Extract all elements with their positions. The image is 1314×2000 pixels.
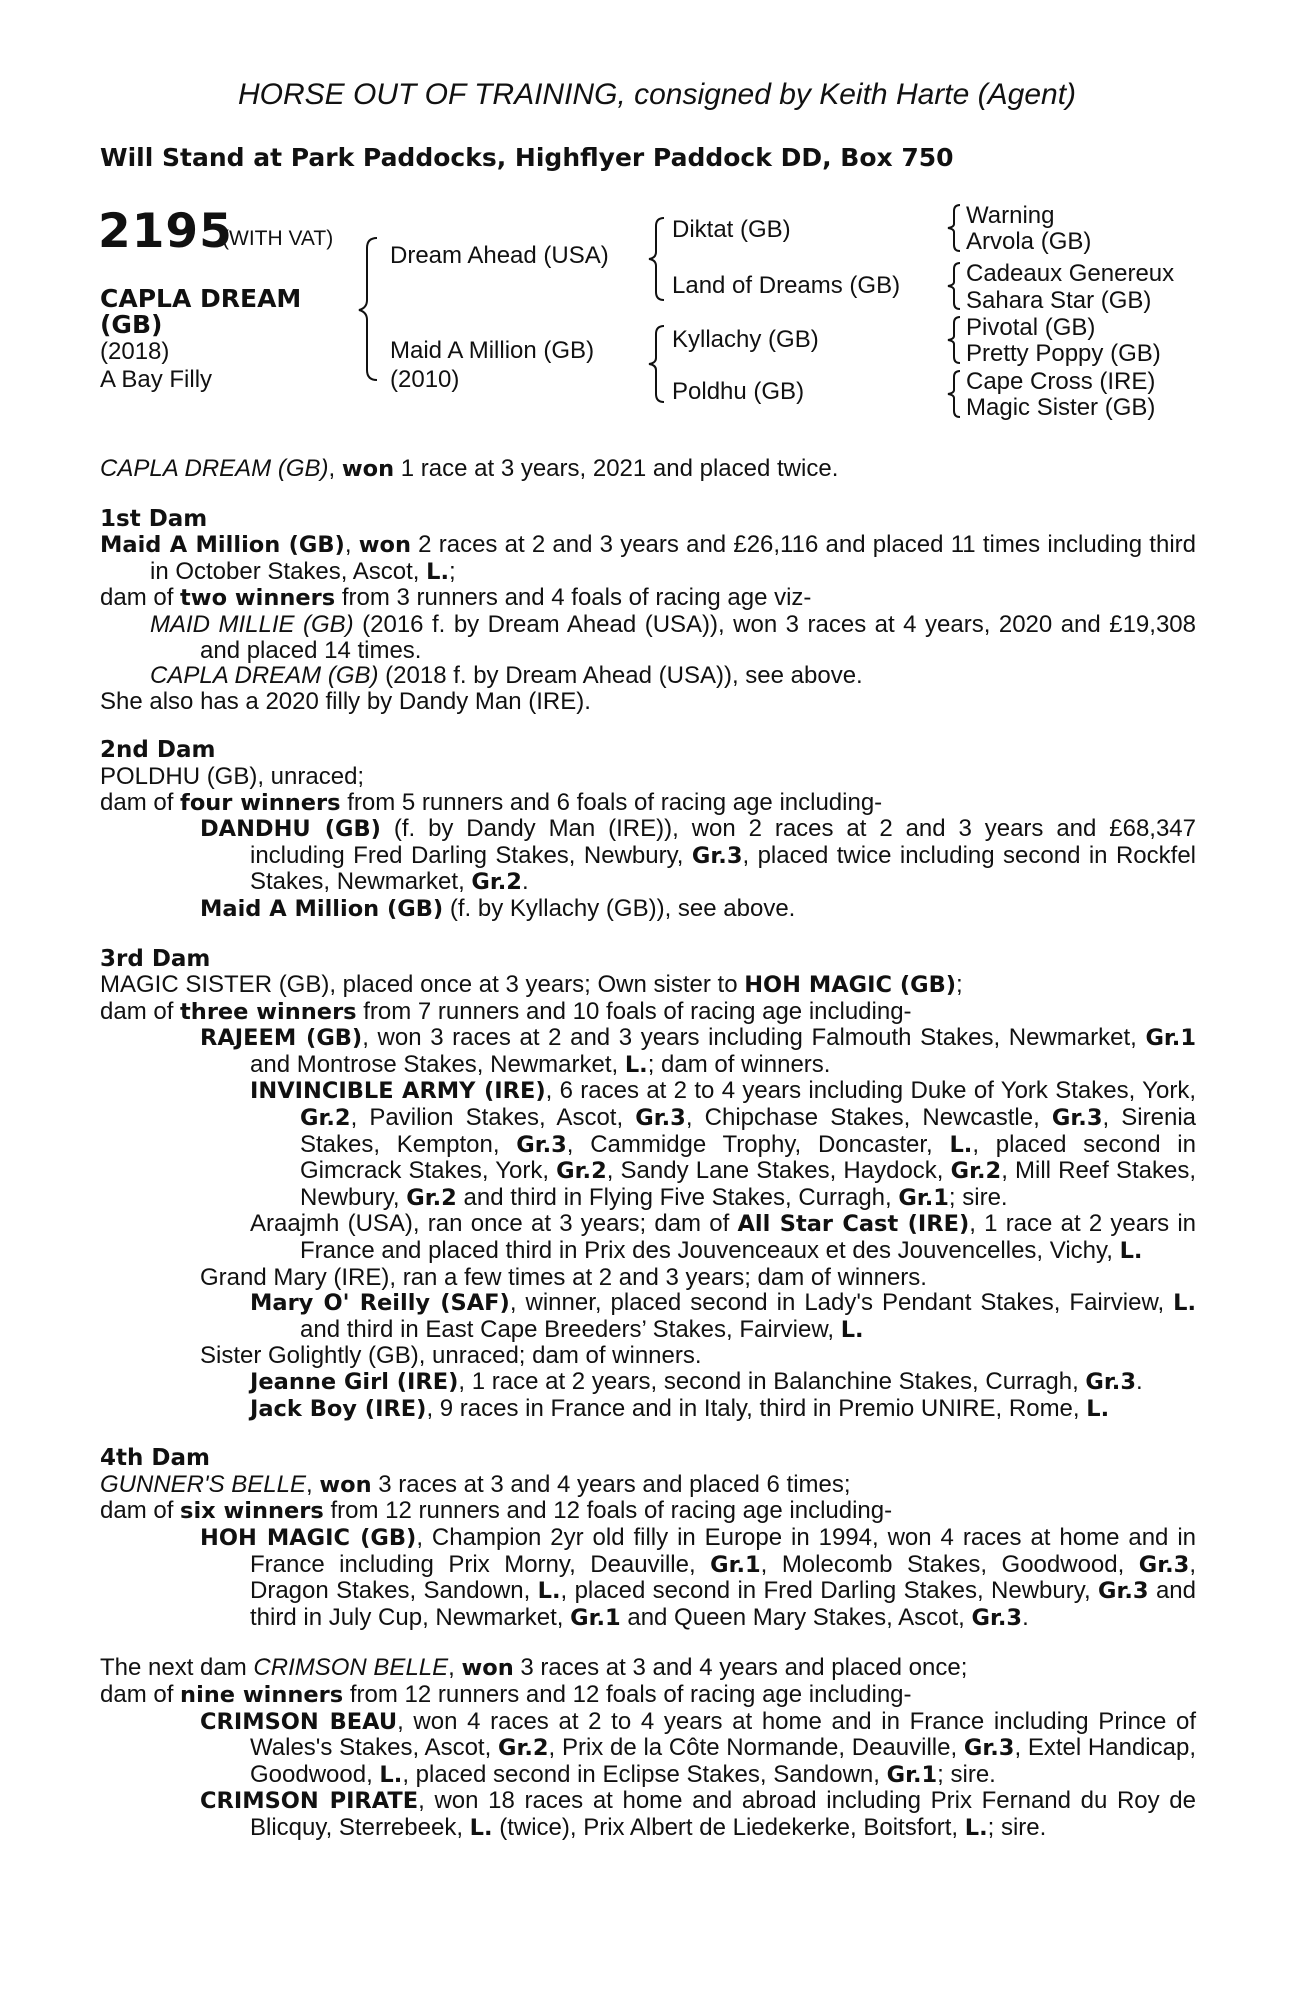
pedigree-ggp-4: Sahara Star (GB)	[966, 287, 1152, 314]
pedigree-brace-dam	[646, 322, 670, 406]
third-dam-foal-1: RAJEEM (GB), won 3 races at 2 and 3 years including Falmouth Stakes, Newmarket, Gr.1 and Montrose Stakes, Newmarket, L.; dam of winners.	[200, 1024, 1197, 1078]
pedigree-dam: Maid A Million (GB)	[390, 337, 595, 364]
second-dam-foal-1: DANDHU (GB) (f. by Dandy Man (IRE)), won 2 races at 2 and 3 years and £68,347 including Fred Darling Stakes, Newbury, Gr.3, placed twice including second in Rockfel Stakes, Newmarket, Gr.2.	[200, 815, 1197, 896]
first-dam-note: She also has a 2020 filly by Dandy Man (IRE).	[100, 687, 591, 715]
horse-name-line1: CAPLA DREAM	[100, 284, 302, 313]
first-dam-produce: dam of two winners from 3 runners and 4 foals of racing age viz-	[100, 584, 812, 612]
pedigree-brace-ggp2	[945, 260, 965, 312]
first-dam-foal-2: CAPLA DREAM (GB) (2018 f. by Dream Ahead (USA)), see above.	[150, 662, 863, 690]
vat-note: (WITH VAT)	[222, 227, 334, 250]
third-dam-produce: dam of three winners from 7 runners and 10 foals of racing age including-	[100, 997, 912, 1025]
third-dam-grandfoal-5: Jack Boy (IRE), 9 races in France and in Italy, third in Premio UNIRE, Rome, L.	[250, 1394, 1110, 1422]
pedigree-dam-year: (2010)	[390, 366, 460, 393]
pedigree-brace-ggp3	[945, 314, 965, 366]
fourth-dam-produce: dam of six winners from 12 runners and 12 foals of racing age including-	[100, 1497, 893, 1525]
pedigree-sire-dam: Land of Dreams (GB)	[672, 272, 901, 299]
pedigree-brace-sire	[646, 214, 670, 304]
pedigree-brace-ggp4	[945, 368, 965, 420]
third-dam-foal-3: Sister Golightly (GB), unraced; dam of winners.	[200, 1342, 702, 1370]
pedigree-brace-main	[355, 234, 385, 384]
horse-name-line2: (GB)	[100, 310, 163, 339]
pedigree-sire-sire: Diktat (GB)	[672, 216, 791, 243]
pedigree-brace-ggp1	[945, 202, 965, 254]
next-dam-produce: dam of nine winners from 12 runners and 12 foals of racing age including-	[100, 1680, 912, 1708]
second-dam-produce: dam of four winners from 5 runners and 6 foals of racing age including-	[100, 788, 883, 816]
race-summary: CAPLA DREAM (GB), won 1 race at 3 years, 2021 and placed twice.	[100, 455, 839, 482]
third-dam-foal-2: Grand Mary (IRE), ran a few times at 2 and 3 years; dam of winners.	[200, 1263, 927, 1291]
pedigree-ggp-6: Pretty Poppy (GB)	[966, 340, 1161, 367]
third-dam-grandfoal-2: Araajmh (USA), ran once at 3 years; dam of All Star Cast (IRE), 1 race at 2 years in France and placed third in Prix des Jouvenceaux et des Jouvencelles, Vichy, L.	[250, 1210, 1196, 1265]
pedigree-sire: Dream Ahead (USA)	[390, 242, 609, 269]
next-dam-foal-1: CRIMSON BEAU, won 4 races at 2 to 4 years at home and in France including Prince of Wales's Stakes, Ascot, Gr.2, Prix de la Côte Normande, Deauville, Gr.3, Extel Handicap, Goodwood, L., placed second in Eclipse Stakes, Sandown, Gr.1; sire.	[200, 1707, 1197, 1788]
first-dam-record: Maid A Million (GB), won 2 races at 2 and 3 years and £26,116 and placed 11 times including third in October Stakes, Ascot, L.;	[100, 531, 1196, 585]
second-dam-heading: 2nd Dam	[100, 737, 216, 764]
fourth-dam-heading: 4th Dam	[100, 1445, 210, 1472]
pedigree-ggp-3: Cadeaux Genereux	[966, 260, 1175, 287]
second-dam-record: POLDHU (GB), unraced;	[100, 762, 365, 790]
stand-location: Will Stand at Park Paddocks, Highflyer Paddock DD, Box 750	[100, 143, 954, 172]
pedigree-ggp-7: Cape Cross (IRE)	[966, 368, 1156, 395]
horse-name	[100, 286, 301, 338]
third-dam-grandfoal-3: Mary O' Reilly (SAF), winner, placed second in Lady's Pendant Stakes, Fairview, L. and third in East Cape Breeders’ Stakes, Fairview, L.	[250, 1289, 1197, 1343]
pedigree-ggp-5: Pivotal (GB)	[966, 314, 1096, 341]
page-title: HORSE OUT OF TRAINING, consigned by Keith Harte (Agent)	[237, 78, 1077, 111]
second-dam-foal-2: Maid A Million (GB) (f. by Kyllachy (GB)), see above.	[200, 894, 796, 922]
fourth-dam-foal-1: HOH MAGIC (GB), Champion 2yr old filly in Europe in 1994, won 4 races at home and in France including Prix Morny, Deauville, Gr.1, Molecomb Stakes, Goodwood, Gr.3, Dragon Stakes, Sandown, L., placed second in Fred Darling Stakes, Newbury, Gr.3 and third in July Cup, Newmarket, Gr.1 and Queen Mary Stakes, Ascot, Gr.3.	[200, 1523, 1197, 1631]
lot-number: 2195	[98, 204, 233, 259]
pedigree-ggp-1: Warning	[966, 202, 1055, 229]
third-dam-grandfoal-4: Jeanne Girl (IRE), 1 race at 2 years, second in Balanchine Stakes, Curragh, Gr.3.	[250, 1368, 1143, 1395]
pedigree-ggp-8: Magic Sister (GB)	[966, 394, 1156, 421]
third-dam-record: MAGIC SISTER (GB), placed once at 3 years; Own sister to HOH MAGIC (GB);	[100, 971, 963, 999]
horse-description: A Bay Filly	[100, 366, 213, 393]
pedigree-dam-dam: Poldhu (GB)	[672, 378, 805, 405]
catalogue-body	[100, 456, 1196, 1842]
next-dam-foal-2: CRIMSON PIRATE, won 18 races at home and abroad including Prix Fernand du Roy de Blicquy, Sterrebeek, L. (twice), Prix Albert de Liedekerke, Boitsfort, L.; sire.	[200, 1787, 1196, 1841]
third-dam-heading: 3rd Dam	[100, 945, 211, 972]
pedigree-dam-sire: Kyllachy (GB)	[672, 326, 819, 353]
pedigree-ggp-2: Arvola (GB)	[966, 228, 1092, 255]
fourth-dam-record: GUNNER'S BELLE, won 3 races at 3 and 4 years and placed 6 times;	[100, 1470, 851, 1498]
first-dam-heading: 1st Dam	[100, 505, 208, 532]
next-dam-record: The next dam CRIMSON BELLE, won 3 races at 3 and 4 years and placed once;	[100, 1654, 968, 1682]
foaling-year: (2018)	[100, 338, 170, 365]
third-dam-grandfoal-1: INVINCIBLE ARMY (IRE), 6 races at 2 to 4 years including Duke of York Stakes, York, Gr.2, Pavilion Stakes, Ascot, Gr.3, Chipchase Stakes, Newcastle, Gr.3, Sirenia Stakes, Kempton, Gr.3, Cammidge Trophy, Doncaster, L., placed second in Gimcrack Stakes, York, Gr.2, Sandy Lane Stakes, Haydock, Gr.2, Mill Reef Stakes, Newbury, Gr.2 and third in Flying Five Stakes, Curragh, Gr.1; sire.	[250, 1077, 1197, 1211]
first-dam-foal-1: MAID MILLIE (GB) (2016 f. by Dream Ahead (USA)), won 3 races at 4 years, 2020 and £19,308 and placed 14 times.	[150, 610, 1196, 664]
